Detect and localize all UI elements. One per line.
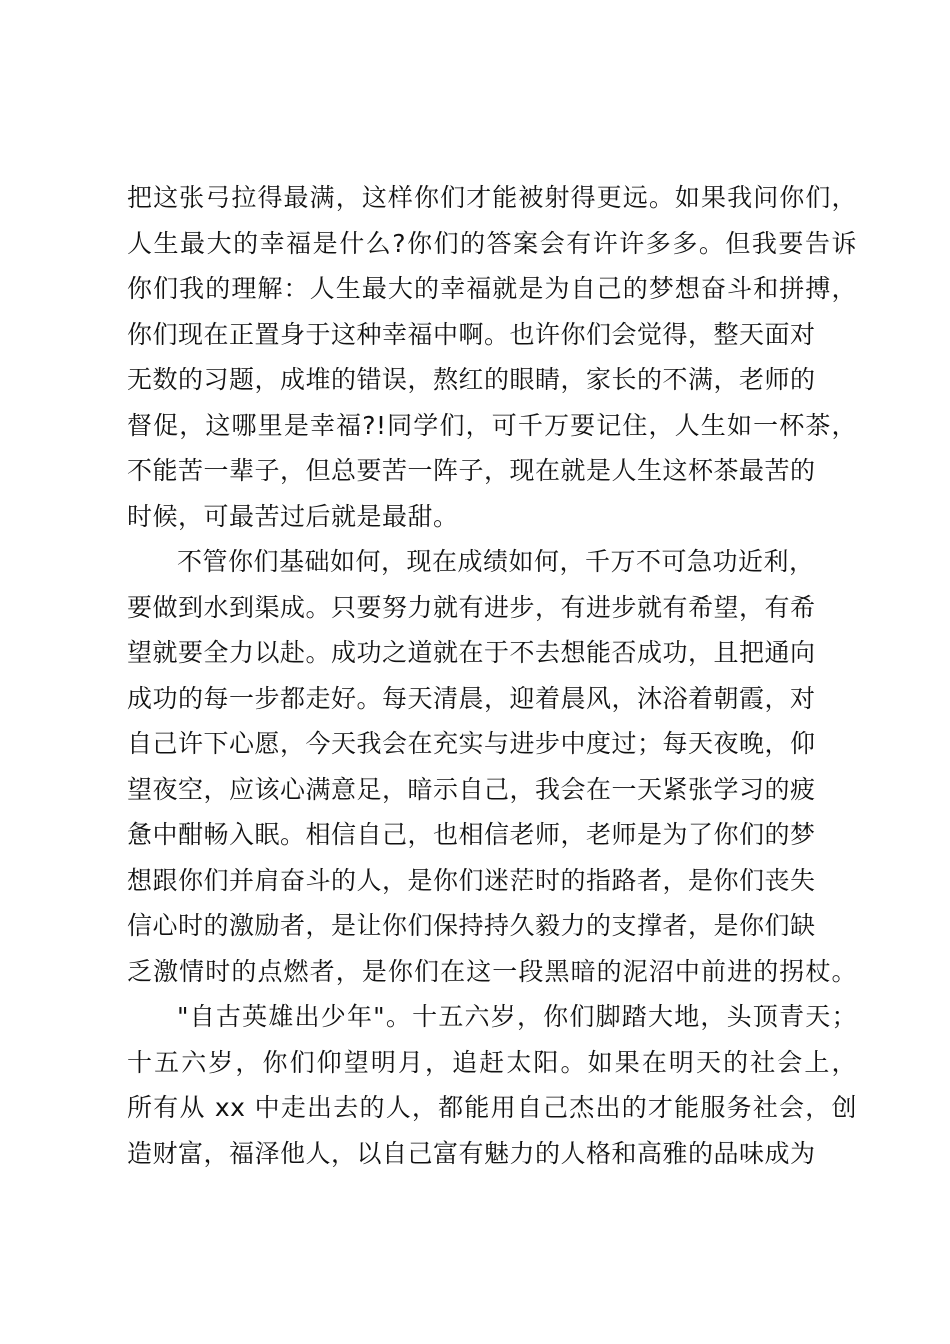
text-line: 督促，这哪里是幸福?!同学们，可千万要记住，人生如一杯茶，: [127, 410, 857, 440]
text-line: 不管你们基础如何，现在成绩如何，千万不可急功近利，: [177, 547, 815, 576]
text-line: 成功的每一步都走好。每天清晨，迎着晨风，沐浴着朝霞，对: [127, 683, 816, 713]
text-line: 自己许下心愿，今天我会在充实与进步中度过；每天夜晚，仰: [127, 729, 816, 758]
text-line: 人生最大的幸福是什么?你们的答案会有许许多多。但我要告诉: [127, 228, 857, 258]
text-line: 造财富，福泽他人，以自己富有魅力的人格和高雅的品味成为: [127, 1138, 816, 1168]
text-line: 你们我的理解：人生最大的幸福就是为自己的梦想奋斗和拼搏，: [127, 274, 857, 303]
text-line: 要做到水到渠成。只要努力就有进步，有进步就有希望，有希: [127, 592, 816, 622]
text-line: 无数的习题，成堆的错误，熬红的眼睛，家长的不满，老师的: [127, 365, 816, 394]
document-body: [127, 175, 857, 1176]
text-line: 时候，可最苦过后就是最甜。: [127, 501, 459, 531]
text-line: 想跟你们并肩奋斗的人，是你们迷茫时的指路者，是你们丧失: [127, 865, 816, 895]
text-line: 望就要全力以赴。成功之道就在于不去想能否成功，且把通向: [127, 638, 816, 667]
text-line: 乏激情时的点燃者，是你们在这一段黑暗的泥沼中前进的拐杖。: [127, 956, 857, 986]
text-line: 十五六岁，你们仰望明月，追赶太阳。如果在明天的社会上，: [127, 1047, 857, 1077]
text-line: 不能苦一辈子，但总要苦一阵子，现在就是人生这杯茶最苦的: [127, 456, 816, 485]
text-line: 你们现在正置身于这种幸福中啊。也许你们会觉得，整天面对: [127, 319, 816, 349]
text-line: 把这张弓拉得最满，这样你们才能被射得更远。如果我问你们，: [127, 183, 857, 212]
text-line: 惫中酣畅入眠。相信自己，也相信老师，老师是为了你们的梦: [127, 820, 816, 849]
text-line: 望夜空，应该心满意足，暗示自己，我会在一天紧张学习的疲: [127, 774, 816, 804]
text-line: 信心时的激励者，是让你们保持持久毅力的支撑者，是你们缺: [127, 911, 816, 940]
text-line: "自古英雄出少年"。十五六岁，你们脚踏大地，头顶青天；: [177, 1002, 857, 1031]
text-line: 所有从 xx 中走出去的人，都能用自己杰出的才能服务社会，创: [127, 1093, 857, 1122]
